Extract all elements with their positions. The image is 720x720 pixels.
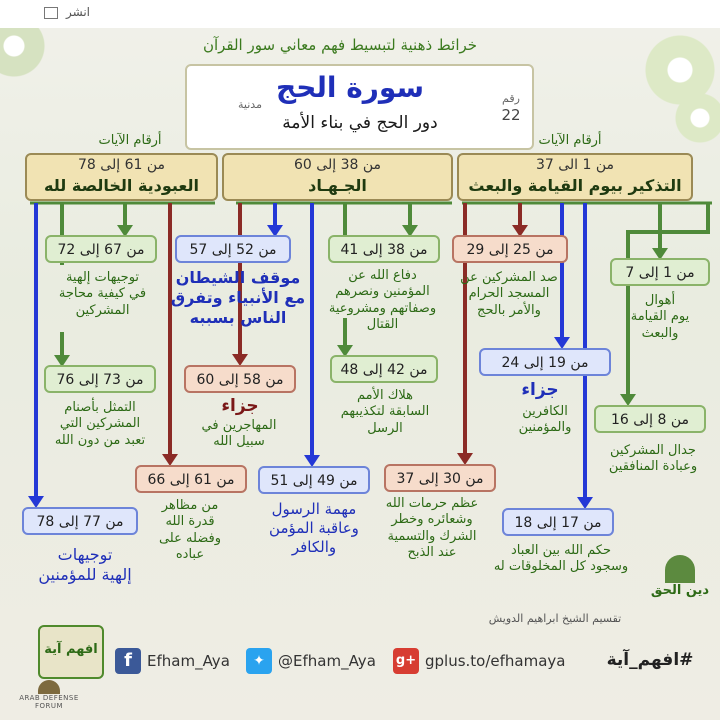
surah-type: مدنية: [238, 98, 262, 111]
node-range-58-60: من 58 إلى 60: [184, 365, 296, 393]
node-range-73-76: من 73 إلى 76: [44, 365, 156, 393]
node-text-25-29: صد المشركين عن المسجد الحرام والأمر بالحج: [460, 270, 558, 318]
node-text-1-7: أهوال يوم القيامة والبعث: [630, 293, 690, 341]
verse-label-left: أرقام الآيات: [98, 133, 162, 148]
hashtag: #افهم_آية: [606, 650, 694, 670]
deen-alhaq-logo: [645, 555, 715, 610]
verse-label-right: أرقام الآيات: [538, 133, 602, 148]
node-title-58-60: جزاء: [221, 396, 259, 416]
node-range-42-48: من 42 إلى 48: [330, 355, 438, 383]
node-text-58-60: المهاجرين في سبيل الله: [201, 418, 277, 450]
twitter-handle: @Efham_Aya: [278, 652, 376, 670]
node-range-17-18: من 17 إلى 18: [502, 508, 614, 536]
node-range-30-37: من 30 إلى 37: [384, 464, 496, 492]
node-range-49-51: من 49 إلى 51: [258, 466, 370, 494]
section-right-title: التذكير بيوم القيامة والبعث: [468, 176, 682, 195]
gplus-link[interactable]: [393, 648, 566, 674]
node-range-67-72: من 67 إلى 72: [45, 235, 157, 263]
node-range-19-24: من 19 إلى 24: [479, 348, 611, 376]
node-text-8-16: جدال المشركين وعبادة المنافقين: [608, 443, 698, 475]
facebook-handle: Efham_Aya: [147, 652, 230, 670]
mosque-icon: [665, 555, 695, 583]
efham-aya-logo-label: افهم آية: [44, 642, 98, 657]
section-right: [457, 153, 693, 201]
share-label: انشر: [66, 5, 90, 19]
watermark-text: ARAB DEFENSE FORUM: [19, 694, 79, 710]
facebook-icon: f: [115, 648, 141, 674]
node-range-8-16: من 8 إلى 16: [594, 405, 706, 433]
facebook-link[interactable]: [115, 648, 245, 674]
page-subtitle: خرائط ذهنية لتبسيط فهم معاني سور القرآن: [202, 36, 478, 54]
twitter-icon: ✦: [246, 648, 272, 674]
node-range-38-41: من 38 إلى 41: [328, 235, 440, 263]
section-left: [25, 153, 218, 201]
section-middle: [222, 153, 453, 201]
credit-text: تقسيم الشيخ ابراهيم الدويش: [488, 612, 622, 625]
twitter-link[interactable]: [246, 648, 391, 674]
node-text-73-76: التمثل بأصنام المشركين التي تعبد من دون الله: [54, 400, 146, 448]
watermark-logo: [4, 680, 94, 718]
node-text-52-57: موقف الشيطان مع الأنبياء وتفرق الناس بسببه: [170, 268, 306, 327]
node-text-61-66: من مظاهر قدرة الله وفضله على عباده: [158, 498, 222, 562]
node-text-77-78: توجيهات إلهية للمؤمنين: [38, 545, 132, 584]
node-text-42-48: هلاك الأمم السابقة لتكذيبهم الرسل: [340, 388, 430, 436]
surah-title: سورة الحج: [276, 71, 424, 104]
deen-alhaq-label: دين الحق: [650, 583, 710, 598]
node-text-49-51: مهمة الرسول وعاقبة المؤمن والكافر: [269, 500, 359, 556]
gplus-url: gplus.to/efhamaya: [425, 652, 566, 670]
node-title-19-24: جزاء: [521, 380, 559, 400]
section-left-title: العبودية الخالصة لله: [44, 176, 199, 195]
section-right-range: من 1 الى 37: [535, 157, 615, 173]
node-text-17-18: حكم الله بين العباد وسجود كل المخلوقات له: [493, 543, 629, 575]
node-text-67-72: توجيهات إلهية في كيفية محاجة المشركين: [58, 270, 147, 318]
surah-theme: دور الحج في بناء الأمة: [282, 113, 438, 133]
node-range-1-7: من 1 إلى 7: [610, 258, 710, 286]
gplus-icon: g+: [393, 648, 419, 674]
node-range-25-29: من 25 إلى 29: [452, 235, 568, 263]
watermark-emblem: [38, 680, 60, 694]
node-range-77-78: من 77 إلى 78: [22, 507, 138, 535]
section-middle-title: الجـهـاد: [308, 176, 367, 195]
section-middle-range: من 38 إلى 60: [294, 157, 381, 173]
section-left-range: من 61 إلى 78: [78, 157, 165, 173]
node-text-30-37: عظم حرمات الله وشعائره وخطر الشرك والتسمية عند الذبح: [385, 496, 479, 560]
number-label: رقم: [502, 92, 520, 105]
node-range-52-57: من 52 إلى 57: [175, 235, 291, 263]
node-text-19-24: الكافرين والمؤمنين: [518, 404, 572, 436]
surah-number: 22: [501, 106, 521, 124]
node-text-38-41: دفاع الله عن المؤمنين ونصرهم وصفاتهم ومشروعية القتال: [328, 268, 437, 332]
node-range-61-66: من 61 إلى 66: [135, 465, 247, 493]
